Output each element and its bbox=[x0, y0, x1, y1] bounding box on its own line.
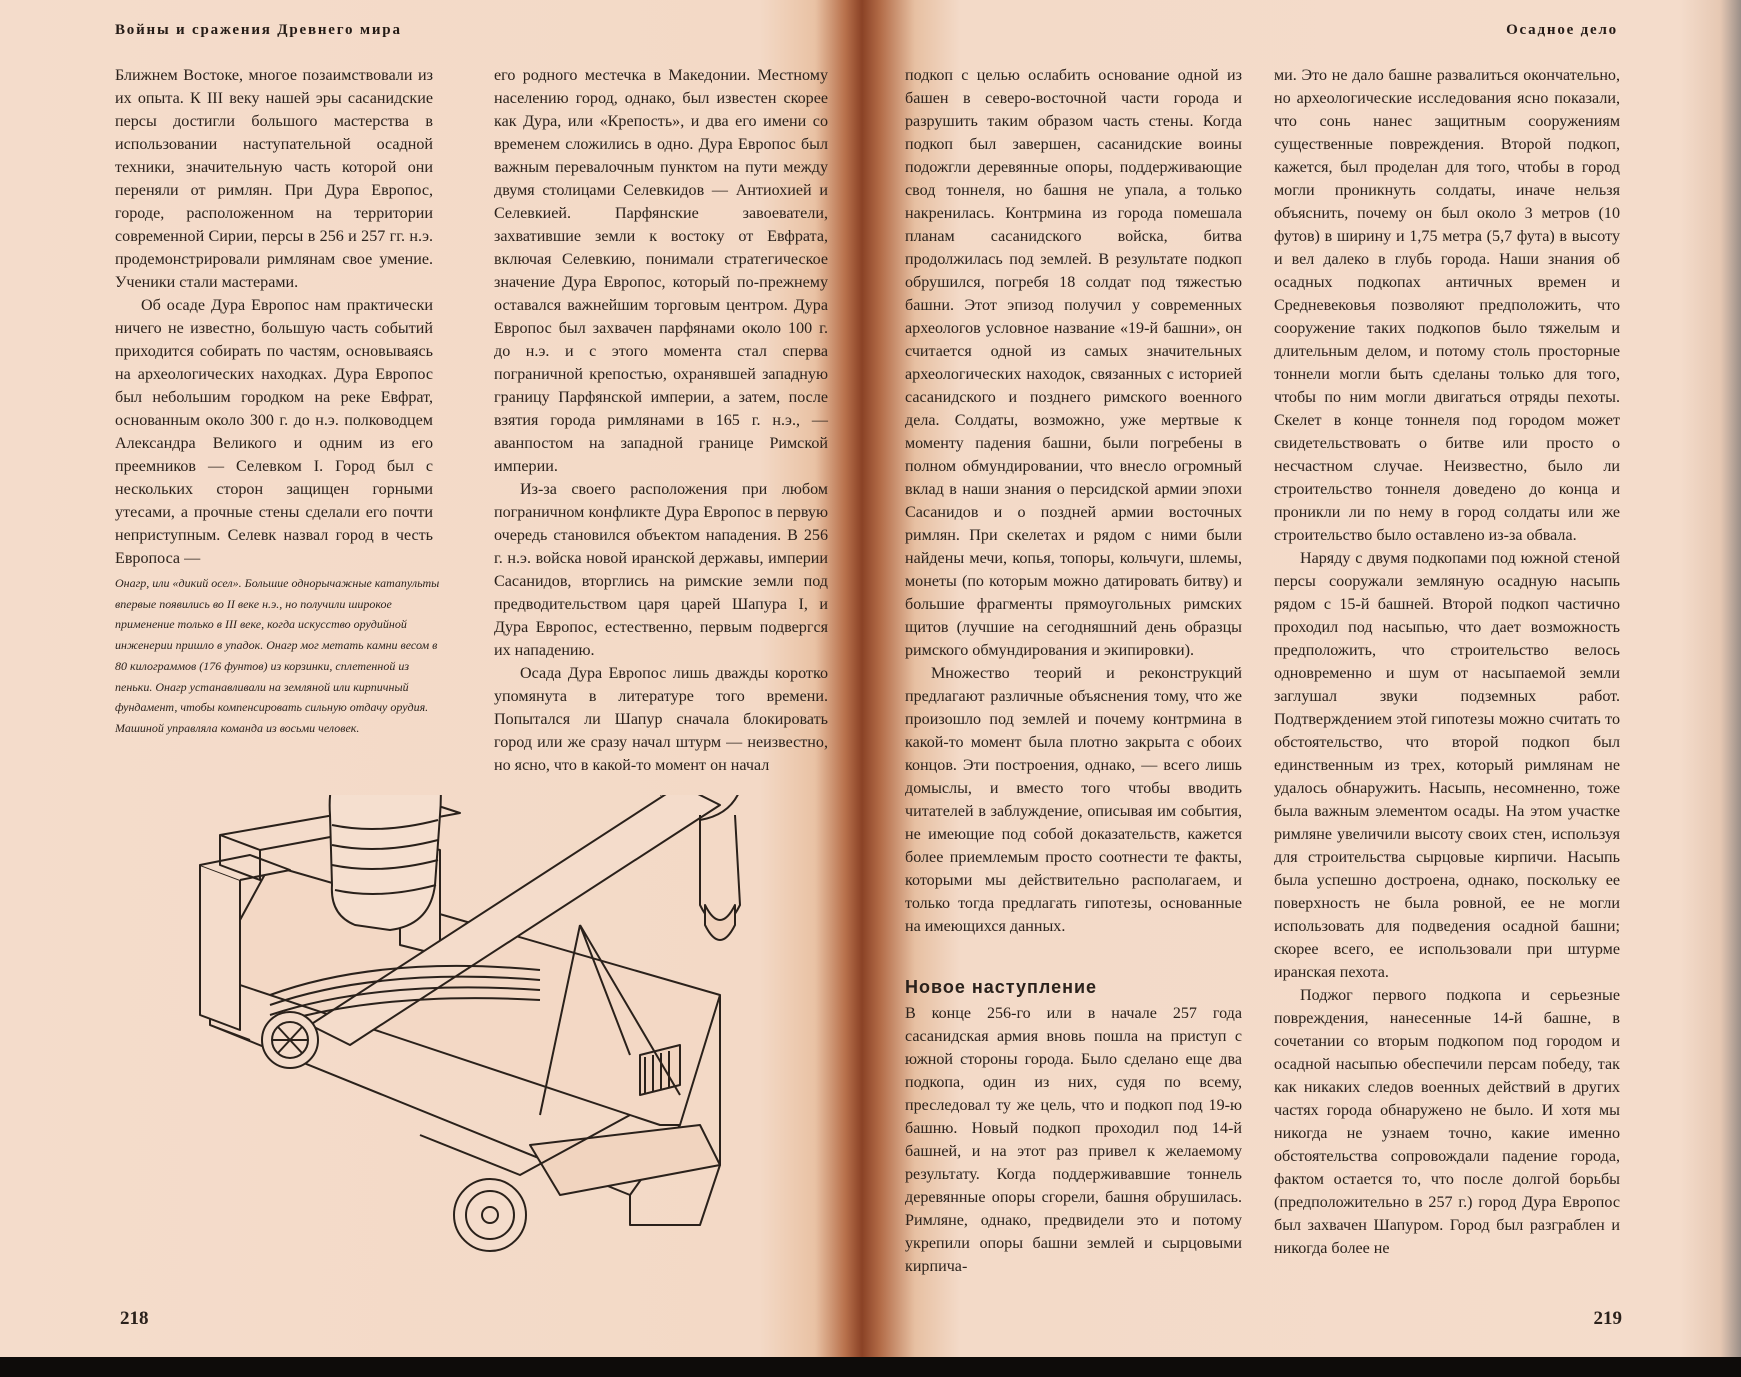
paragraph: Наряду с двумя подкопами под южной стеной персы сооружали земляную осадную насыпь рядом с 15-й башней. Второй подкоп частично проходил под насыпью, что дает возможность предположить, что строительство велось одновременно и шум от насыпаемой земли заглушал звуки подземных работ. Подтверждением этой гипотезы можно считать то обстоятельство, что второй подкоп был единственным из трех, который римлянам не удалось обнаружить. Насыпь, несомненно, тоже была важным элементом осады. На этом участке римляне увеличили высоту своих стен, используя для строительства сырцовые кирпичи. Насыпь была успешно достроена, однако, поскольку ее поверхность не была ровной, ее не могли использовать для подведения осадной башни; скорее всего, ее использовали при штурме иранская пехота. bbox=[1274, 550, 1620, 981]
figure-caption: Онагр, или «дикий осел». Большие однорычажные катапульты впервые появились во II веке н.э., но получили широкое применение только в III веке, когда искусство орудийной инженерии пришло в упадок. Онагр мог метать камни весом в 80 килограммов (176 фунтов) из корзинки, сплетенной из пеньки. Онагр устанавливали на земляной или кирпичный фундамент, чтобы компенсировать сильную отдачу орудия. Машиной управляла команда из восьми человек. bbox=[115, 576, 440, 735]
right-page bbox=[870, 0, 1740, 1357]
paragraph: В конце 256-го или в начале 257 года сасанидская армия вновь пошла на приступ с южной стороны города. Было сделано еще два подкопа, один из них, судя по всему, преследовал ту же цель, что и подкоп под 19-ю башню. Новый подкоп проходил под 14-й башней, и на этот раз привел к желаемому результату. Когда поддерживавшие тоннель деревянные опоры сгорели, башня обрушилась. Римляне, однако, предвидели это и потому укрепили опоры башни землей и сырцовыми кирпича- bbox=[905, 1005, 1242, 1275]
paragraph: подкоп с целью ослабить основание одной из башен в северо-восточной части города и разрушить таким образом часть стены. Когда подкоп был завершен, сасанидские воины подожгли деревянные опоры, поддерживающие свод тоннеля, но башня не упала, а только накренилась. Контрмина из города помешала планам сасанидского войска, битва продолжилась под землей. В результате подкоп обрушился, погребя 18 солдат под тяжестью башни. Этот эпизод получил у современных археологов условное название «19-й башни», он считается одной из самых значительных археологических находок, связанных с историей сасанидского и позднего римского военного дела. Солдаты, возможно, уже мертвые к моменту падения башни, были погребены в полном обмундировании, что внесло огромный вклад в наши знания о персидской армии эпохи Сасанидов и о поздней армии восточных римлян. При скелетах и рядом с ними были найдены мечи, копья, топоры, кольчуги, шлемы, монеты (по которым можно датировать битву) и большие фрагменты прямоугольных римских щитов (лучшие на сегодняшний день образцы римского обмундирования и экипировки). bbox=[905, 67, 1242, 659]
page-number-right: 219 bbox=[1593, 1308, 1622, 1329]
right-column-2 bbox=[1274, 64, 1620, 1260]
section-heading: Новое наступление bbox=[905, 977, 1098, 997]
right-column-1 bbox=[905, 64, 1242, 1278]
onager-catapult-drawing-icon bbox=[160, 795, 860, 1295]
left-page bbox=[0, 0, 860, 1357]
left-column-1 bbox=[115, 64, 433, 570]
paragraph: Поджог первого подкопа и серьезные повреждения, нанесенные 14-й башне, в сочетании со вторым подкопом под городом и осадной насыпью обеспечили персам победу, так как никаких следов военных действий в других частях города обнаружено не было. И хотя мы никогда не узнаем точно, какие именно обстоятельства сопровождали падение города, фактом остается то, что после долгой борьбы (предположительно в 257 г.) город Дура Европос был захвачен Шапуром. Город был разграблен и никогда более не bbox=[1274, 987, 1620, 1257]
paragraph: ми. Это не дало башне развалиться окончательно, но археологические исследования ясно показали, что сонь нанес защитным сооружениям существенные повреждения. Второй подкоп, кажется, был проделан для того, чтобы в город могли проникнуть солдаты, иначе нельзя объяснить, почему он был около 3 метров (10 футов) в ширину и 1,75 метра (5,7 фута) в высоту и вел далеко в глубь города. Наши знания об осадных подкопах античных времен и Средневековья позволяют предположить, что сооружение таких подкопов было тяжелым и длительным делом, и потому столь просторные тоннели могли быть сделаны только для того, чтобы по ним могли двигаться отряды пехоты. Скелет в конце тоннеля под городом может свидетельствовать о битве или просто о несчастном случае. Неизвестно, было ли строительство тоннеля доведено до конца и проникли ли по нему в город солдаты или же строительство было оставлено из-за обвала. bbox=[1274, 67, 1620, 544]
paragraph: его родного местечка в Македонии. Местному населению город, однако, был известен скорее как Дура, или «Крепость», и два его имени со временем сложились в одно. Дура Европос был важным перевалочным пунктом на пути между двумя столицами Селевкидов — Антиохией и Селевкией. Парфянские завоеватели, захватившие земли к востоку от Евфрата, включая Селевкию, понимали стратегическое значение Дура Европос, который по-прежнему оставался важнейшим торговым центром. Дура Европос был захвачен парфянами около 100 г. до н.э. и с этого момента стал сперва пограничной крепостью, охранявшей западную границу Парфянской империи, а затем, после взятия города римлянами в 165 г. н.э., — аванпостом на западной границе Римской империи. bbox=[494, 67, 828, 475]
spacer bbox=[905, 938, 1242, 976]
paragraph: Ближнем Востоке, многое позаимствовали из их опыта. К III веку нашей эры сасанидские персы достигли большого мастерства в использовании наступательной осадной техники, значительную часть которой они переняли от римлян. При Дура Европос, городе, расположенном на территории современной Сирии, персы в 256 и 257 гг. н.э. продемонстрировали римлянам свое умение. Ученики стали мастерами. bbox=[115, 67, 433, 291]
paragraph: Об осаде Дура Европос нам практически ничего не известно, большую часть событий приходится собирать по частям, основываясь на археологических находках. Дура Европос был небольшим городком на реке Евфрат, основанным около 300 г. до н.э. полководцем Александра Великого и одним из его преемников — Селевком I. Город был с нескольких сторон защищен горными утесами, а прочные стены сделали его почти неприступным. Селевк назвал город в честь Европоса — bbox=[115, 297, 433, 567]
running-head-left: Войны и сражения Древнего мира bbox=[115, 22, 402, 38]
page-number-left: 218 bbox=[120, 1308, 149, 1329]
paragraph: Осада Дура Европос лишь дважды коротко упомянута в литературе того времени. Попытался ли Шапур сначала блокировать город или же сразу начал штурм — неизвестно, но ясно, что в какой-то момент он начал bbox=[494, 665, 828, 774]
running-head-right: Осадное дело bbox=[1506, 22, 1618, 38]
paragraph: Из-за своего расположения при любом пограничном конфликте Дура Европос в первую очередь становился объектом нападения. В 256 г. н.э. войска новой иранской державы, империи Сасанидов, вторглись на римские земли под предводительством царя царей Шапура I, и Дура Европос, естественно, первым подвергся их нападению. bbox=[494, 481, 828, 659]
left-column-2 bbox=[494, 64, 828, 777]
paragraph: Множество теорий и реконструкций предлагают различные объяснения тому, что же произошло под землей и почему контрмина в какой-то момент была плотно закрыта с обоих концов. Эти построения, однако, — всего лишь домыслы, и вместо того чтобы вводить читателей в заблуждение, описывая им события, не имеющие под собой доказательств, кажется более приемлемым просто соотнести те факты, которыми мы действительно располагаем, и только тогда предлагать гипотезы, основанные на имеющихся данных. bbox=[905, 665, 1242, 935]
